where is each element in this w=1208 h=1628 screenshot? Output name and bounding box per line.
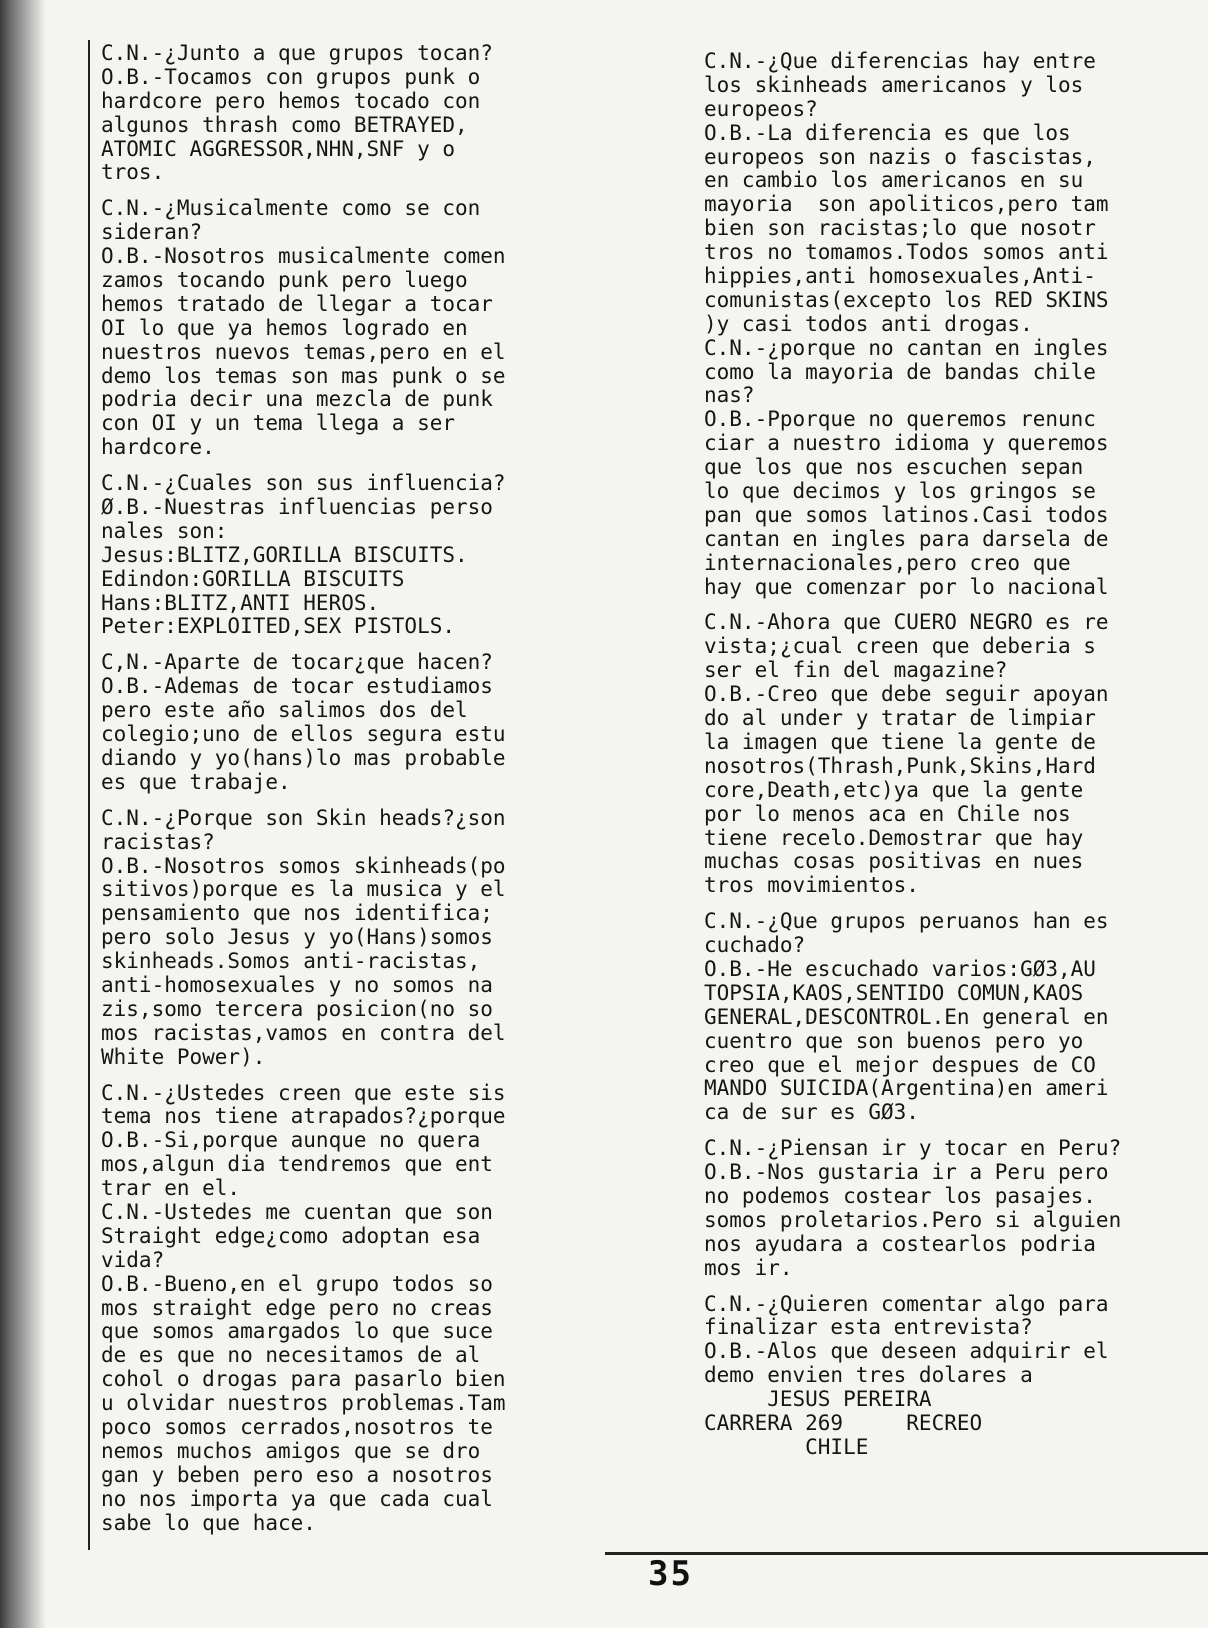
text-line: O.B.-Bueno,en el grupo todos so xyxy=(101,1271,493,1296)
text-line: como la mayoria de bandas chile xyxy=(704,359,1096,384)
text-line: CHILE xyxy=(704,1434,869,1459)
text-line: C.N.-¿Cuales son sus influencia? xyxy=(101,471,506,496)
text-line: tros no tomamos.Todos somos anti xyxy=(704,240,1109,265)
text-line: ATOMIC AGGRESSOR,NHN,SNF y o xyxy=(101,136,456,161)
text-line: mos racistas,vamos en contra del xyxy=(101,1020,506,1045)
text-line: internacionales,pero creo que xyxy=(704,550,1071,575)
text-line: C.N.-¿porque no cantan en ingles xyxy=(704,335,1109,360)
interview-paragraph xyxy=(101,42,601,185)
text-line: zamos tocando punk pero luego xyxy=(101,268,468,293)
text-line: O.B.-Si,porque aunque no quera xyxy=(101,1128,481,1153)
text-line: skinheads.Somos anti-racistas, xyxy=(101,949,481,974)
text-line: cuentro que son buenos pero yo xyxy=(704,1028,1084,1053)
left-border-line xyxy=(88,40,90,1550)
text-line: tros movimientos. xyxy=(704,873,919,898)
text-line: finalizar esta entrevista? xyxy=(704,1315,1033,1340)
text-line: C.N.-¿Quieren comentar algo para xyxy=(704,1291,1109,1316)
text-line: C.N.-Ustedes me cuentan que son xyxy=(101,1199,493,1224)
text-line: O.B.-Alos que deseen adquirir el xyxy=(704,1339,1109,1364)
text-line: core,Death,etc)ya que la gente xyxy=(704,777,1084,802)
text-line: somos proletarios.Pero si alguien xyxy=(704,1207,1122,1232)
text-line: O.B.-Creo que debe seguir apoyan xyxy=(704,682,1109,707)
text-line: anti-homosexuales y no somos na xyxy=(101,972,493,997)
text-line: europeos son nazis o fascistas, xyxy=(704,144,1096,169)
text-line: C.N.-Ahora que CUERO NEGRO es re xyxy=(704,610,1109,635)
binding-shadow xyxy=(0,0,46,1628)
interview-paragraph xyxy=(704,611,1204,898)
text-line: hardcore pero hemos tocado con xyxy=(101,88,481,113)
text-line: O.B.-Ademas de tocar estudiamos xyxy=(101,674,493,699)
text-line: que somos amargados lo que suce xyxy=(101,1319,493,1344)
text-line: do al under y tratar de limpiar xyxy=(704,706,1096,731)
text-line: mos straight edge pero no creas xyxy=(101,1295,493,1320)
text-line: no podemos costear los pasajes. xyxy=(704,1183,1096,1208)
text-line: hardcore. xyxy=(101,435,215,460)
text-line: Hans:BLITZ,ANTI HEROS. xyxy=(101,590,380,615)
text-line: hippies,anti homosexuales,Anti- xyxy=(704,264,1096,289)
text-line: hemos tratado de llegar a tocar xyxy=(101,291,493,316)
text-line: algunos thrash como BETRAYED, xyxy=(101,112,468,137)
text-line: mos ir. xyxy=(704,1255,793,1280)
text-line: que los que nos escuchen sepan xyxy=(704,455,1084,480)
text-line: nuestros nuevos temas,pero en el xyxy=(101,339,506,364)
text-line: tros. xyxy=(101,160,165,185)
text-line: Peter:EXPLOITED,SEX PISTOLS. xyxy=(101,614,456,639)
text-line: pero este año salimos dos del xyxy=(101,698,468,723)
text-line: Straight edge¿como adoptan esa xyxy=(101,1223,481,1248)
text-line: O.B.-Pporque no queremos renunc xyxy=(704,407,1096,432)
text-line: zis,somo tercera posicion(no so xyxy=(101,996,493,1021)
text-line: TOPSIA,KAOS,SENTIDO COMUN,KAOS xyxy=(704,980,1084,1005)
interview-paragraph xyxy=(101,1082,601,1536)
text-line: en cambio los americanos en su xyxy=(704,168,1084,193)
text-line: diando y yo(hans)lo mas probable xyxy=(101,745,506,770)
interview-paragraph xyxy=(704,50,1204,599)
text-line: por lo menos aca en Chile nos xyxy=(704,801,1071,826)
text-line: poco somos cerrados,nosotros te xyxy=(101,1414,493,1439)
interview-paragraph xyxy=(704,1293,1204,1460)
text-line: trar en el. xyxy=(101,1176,241,1201)
text-line: Jesus:BLITZ,GORILLA BISCUITS. xyxy=(101,542,468,567)
text-line: C.N.-¿Musicalmente como se con xyxy=(101,196,481,221)
text-line: hay que comenzar por lo nacional xyxy=(704,574,1109,599)
text-line: Ø.B.-Nuestras influencias perso xyxy=(101,495,493,520)
text-line: no nos importa ya que cada cual xyxy=(101,1486,493,1511)
text-line: comunistas(excepto los RED SKINS xyxy=(704,287,1109,312)
text-line: C.N.-¿Que diferencias hay entre xyxy=(704,49,1096,73)
text-line: demo los temas son mas punk o se xyxy=(101,363,506,388)
text-line: O.B.-Nos gustaria ir a Peru pero xyxy=(704,1160,1109,1185)
text-line: ca de sur es GØ3. xyxy=(704,1100,919,1125)
text-line: creo que el mejor despues de CO xyxy=(704,1052,1096,1077)
text-line: cohol o drogas para pasarlo bien xyxy=(101,1367,506,1392)
text-line: nales son: xyxy=(101,518,228,543)
text-line: White Power). xyxy=(101,1044,266,1069)
text-line: JESUS PEREIRA xyxy=(704,1387,932,1412)
text-line: tiene recelo.Demostrar que hay xyxy=(704,825,1084,850)
text-line: colegio;uno de ellos segura estu xyxy=(101,722,506,747)
right-column xyxy=(704,50,1204,1472)
text-line: mos,algun dia tendremos que ent xyxy=(101,1152,493,1177)
text-line: C.N.-¿Que grupos peruanos han es xyxy=(704,909,1109,934)
text-line: tema nos tiene atrapados?¿porque xyxy=(101,1104,506,1129)
text-line: vista;¿cual creen que deberia s xyxy=(704,634,1096,659)
text-line: bien son racistas;lo que nosotr xyxy=(704,216,1096,241)
text-line: sabe lo que hace. xyxy=(101,1510,316,1535)
interview-paragraph xyxy=(704,910,1204,1125)
text-line: demo envien tres dolares a xyxy=(704,1363,1033,1388)
interview-paragraph xyxy=(101,807,601,1070)
text-line: cantan en ingles para darsela de xyxy=(704,526,1109,551)
text-line: O.B.-Nosotros somos skinheads(po xyxy=(101,853,506,878)
text-line: podria decir una mezcla de punk xyxy=(101,387,493,412)
text-line: C.N.-¿Ustedes creen que este sis xyxy=(101,1080,506,1105)
interview-paragraph xyxy=(101,651,601,794)
text-line: GENERAL,DESCONTROL.En general en xyxy=(704,1004,1109,1029)
text-line: ser el fin del magazine? xyxy=(704,658,1008,683)
text-line: con OI y un tema llega a ser xyxy=(101,411,456,436)
left-column xyxy=(101,42,601,1547)
interview-paragraph xyxy=(704,1137,1204,1280)
text-line: sitivos)porque es la musica y el xyxy=(101,877,506,902)
text-line: la imagen que tiene la gente de xyxy=(704,729,1096,754)
text-line: europeos? xyxy=(704,96,818,121)
text-line: muchas cosas positivas en nues xyxy=(704,849,1084,874)
interview-paragraph xyxy=(101,472,601,639)
text-line: mayoria son apoliticos,pero tam xyxy=(704,192,1109,217)
text-line: C,N.-Aparte de tocar¿que hacen? xyxy=(101,650,493,675)
text-line: ciar a nuestro idioma y queremos xyxy=(704,431,1109,456)
text-line: nemos muchos amigos que se dro xyxy=(101,1438,481,1463)
text-line: pan que somos latinos.Casi todos xyxy=(704,502,1109,527)
text-line: C.N.-¿Piensan ir y tocar en Peru? xyxy=(704,1136,1122,1161)
text-line: Edindon:GORILLA BISCUITS xyxy=(101,566,405,591)
text-line: vida? xyxy=(101,1247,165,1272)
text-line: cuchado? xyxy=(704,933,806,958)
footer-rule xyxy=(605,1552,1208,1555)
text-line: O.B.-Tocamos con grupos punk o xyxy=(101,64,481,89)
text-line: u olvidar nuestros problemas.Tam xyxy=(101,1391,506,1416)
text-line: OI lo que ya hemos logrado en xyxy=(101,315,468,340)
text-line: CARRERA 269 RECREO xyxy=(704,1410,983,1435)
text-line: es que trabaje. xyxy=(101,769,291,794)
interview-paragraph xyxy=(101,197,601,460)
text-line: nos ayudara a costearlos podria xyxy=(704,1231,1096,1256)
text-line: lo que decimos y los gringos se xyxy=(704,479,1096,504)
text-line: racistas? xyxy=(101,829,215,854)
text-line: )y casi todos anti drogas. xyxy=(704,311,1033,336)
text-line: O.B.-He escuchado varios:GØ3,AU xyxy=(704,956,1096,981)
text-line: nosotros(Thrash,Punk,Skins,Hard xyxy=(704,753,1096,778)
text-line: MANDO SUICIDA(Argentina)en ameri xyxy=(704,1076,1109,1101)
text-line: nas? xyxy=(704,383,755,408)
text-line: pero solo Jesus y yo(Hans)somos xyxy=(101,925,493,950)
text-line: O.B.-La diferencia es que los xyxy=(704,120,1071,145)
text-line: los skinheads americanos y los xyxy=(704,72,1084,97)
text-line: sideran? xyxy=(101,220,203,245)
text-line: C.N.-¿Junto a que grupos tocan? xyxy=(101,41,493,65)
text-line: pensamiento que nos identifica; xyxy=(101,901,493,926)
text-line: C.N.-¿Porque son Skin heads?¿son xyxy=(101,805,506,830)
text-line: gan y beben pero eso a nosotros xyxy=(101,1462,493,1487)
text-line: O.B.-Nosotros musicalmente comen xyxy=(101,244,506,269)
page-number: 35 xyxy=(648,1554,693,1594)
text-line: de es que no necesitamos de al xyxy=(101,1343,481,1368)
